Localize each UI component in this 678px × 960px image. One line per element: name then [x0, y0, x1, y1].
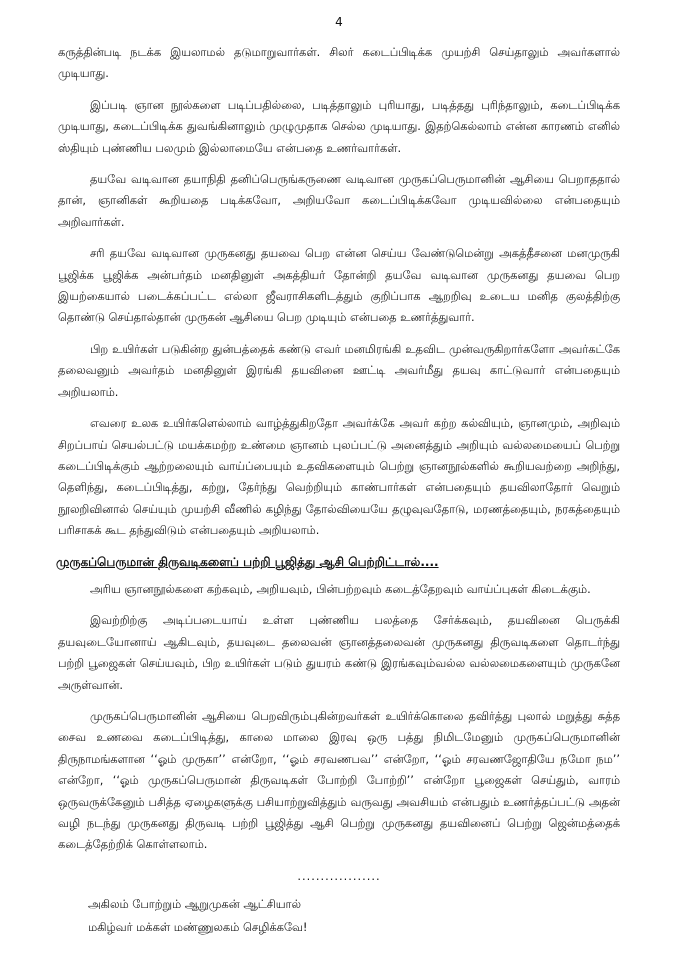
verse-line: மகிழ்வர் மக்கள் மண்ணுலகம் செழிக்கவே! [88, 920, 308, 935]
paragraph: முருகப்பெருமானின் ஆசியை பெறவிரும்புகின்றவர்கள் உயிர்க்கொலை தவிர்த்து புலால் மறுத்து சுத்த சைவ உணவை கடைப்பிடித்து, காலை மாலை இரவு ஒரு பத்து நிமிடமேனும் முருகப்பெருமானின் திருநாமங்களான ‘‘ஓம் முருகா’’ என்றோ, ‘‘ஓம் சரவணபவ’’ என்றோ, ‘‘ஓம் சரவணஜோதியே நமோ நம’’ என்றோ, ‘‘ஓம் முருகப்பெருமான் திருவடிகள் போற்றி போற்றி’’ என்றோ பூஜைகள் செய்தும், வாரம் ஒருவருக்கேனும் பசித்த ஏழைகளுக்கு பசியாற்றுவித்தும் வருவது அவசியம் என்பதும் உணர்த்தப்பட்டு அதன் வழி நடந்து முருகனது திருவடி பற்றி பூஜித்து ஆசி பெற்று முருகனது தயவினைப் பெற்று ஜென்மத்தைக் கடைத்தேற்றிக் கொள்ளலாம். [58, 708, 620, 852]
paragraph: பிற உயிர்கள் படுகின்ற துன்பத்தைக் கண்டு எவர் மனமிரங்கி உதவிட முன்வருகிறார்களோ அவர்கட்கே தலைவனும் அவர்தம் மனதினுள் இரங்கி தயவினை ஊட்டி அவர்மீது தயவு காட்டுவார் என்பதையும் அறியலாம். [58, 341, 620, 399]
body-bottom [58, 579, 620, 856]
paragraph: இவற்றிற்கு அடிப்படையாய் உள்ள புண்ணிய பலத்தை சேர்க்கவும், தயவினை பெருக்கி தயவுடையோனாய் ஆகிடவும், தயவுடை தலைவன் ஞானத்தலைவன் முருகனது திருவடிகளை தொடர்ந்து பற்றி பூஜைகள் செய்யவும், பிற உயிர்கள் படும் துயரம் கண்டு இரங்கவும்வல்ல வல்லமைகளையும் முருகனே அருள்வான். [58, 613, 620, 692]
paragraph: கருத்தின்படி நடக்க இயலாமல் தடுமாறுவார்கள். சிலர் கடைப்பிடிக்க முயற்சி செய்தாலும் அவர்களால் முடியாது. [58, 45, 620, 81]
paragraph: அரிய ஞானநூல்களை கற்கவும், அறியவும், பின்பற்றவும் கடைத்தேறவும் வாய்ப்புகள் கிடைக்கும். [90, 581, 591, 596]
paragraph: இப்படி ஞான நூல்களை படிப்பதில்லை, படித்தாலும் புரியாது, படித்தது புரிந்தாலும், கடைப்பிடிக்க முடியாது, கடைப்பிடிக்க துவங்கினாலும் முழுமுதாக செல்ல முடியாது. இதற்கெல்லாம் என்ன காரணம் எனில் ஸ்தியும் புண்ணிய பலமும் இல்லாமையே என்பதை உணர்வார்கள். [58, 97, 620, 155]
closing-verse [88, 893, 620, 939]
paragraph: தயவே வடிவான தயாநிதி தனிப்பெருங்கருணை வடிவான முருகப்பெருமானின் ஆசியை பெறாததால் தான், ஞானிகள் கூறியதை படிக்கவோ, அறியவோ கடைப்பிடிக்கவோ முடியவில்லை என்பதையும் அறிவார்கள். [58, 172, 620, 229]
body-top [58, 42, 620, 542]
paragraph: சரி தயவே வடிவான முருகனது தயவை பெற என்ன செய்ய வேண்டுமென்று அகத்தீசனை மனமுருகி பூஜிக்க பூஜிக்க அன்பர்தம் மனதினுள் அகத்தியர் தோன்றி தயவே வடிவான முருகனது தயவை பெற இயற்கையால் படைக்கப்பட்ட எல்லா ஜீவராசிகளிடத்தும் குறிப்பாக ஆறறிவு உடைய மனித குலத்திற்கு தொண்டு செய்தால்தான் முருகன் ஆசியை பெற முடியும் என்பதை உணர்த்துவார். [58, 246, 620, 325]
separator: .................. [297, 868, 381, 883]
section-heading: முருகப்பெருமான் திருவடிகளைப் பற்றி பூஜித்து ஆசி பெற்றிட்டால்.... [56, 554, 439, 569]
paragraph: எவரை உலக உயிர்களெல்லாம் வாழ்த்துகிறதோ அவர்க்கே அவர் கற்ற கல்வியும், ஞானமும், அறிவும் சிறப்பாய் செயல்பட்டு மயக்கமற்ற உண்மை ஞானம் புலப்பட்டு அனைத்தும் அறியும் வல்லமையைப் பெற்று கடைப்பிடிக்கும் ஆற்றலையும் வாய்ப்பையும் உதவிகளையும் பெற்று ஞானநூல்களில் கூறியவற்றை அறிந்து, தெளிந்து, கடைப்பிடித்து, கற்று, தேர்ந்து வெற்றியும் காண்பார்கள் என்பதையும் தயவிலாதோர் வெறும் நூலறிவினால் செய்யும் முயற்சி வீணில் கழிந்து தோல்வியையே தழுவுவதோடு, மரணத்தையும், நரகத்தையும் பரிசாகக் கூட தந்துவிடும் என்பதையும் அறியலாம். [58, 416, 620, 538]
verse-line: அகிலம் போற்றும் ஆறுமுகன் ஆட்சியால் [88, 897, 301, 912]
page-number: 4 [335, 15, 343, 29]
